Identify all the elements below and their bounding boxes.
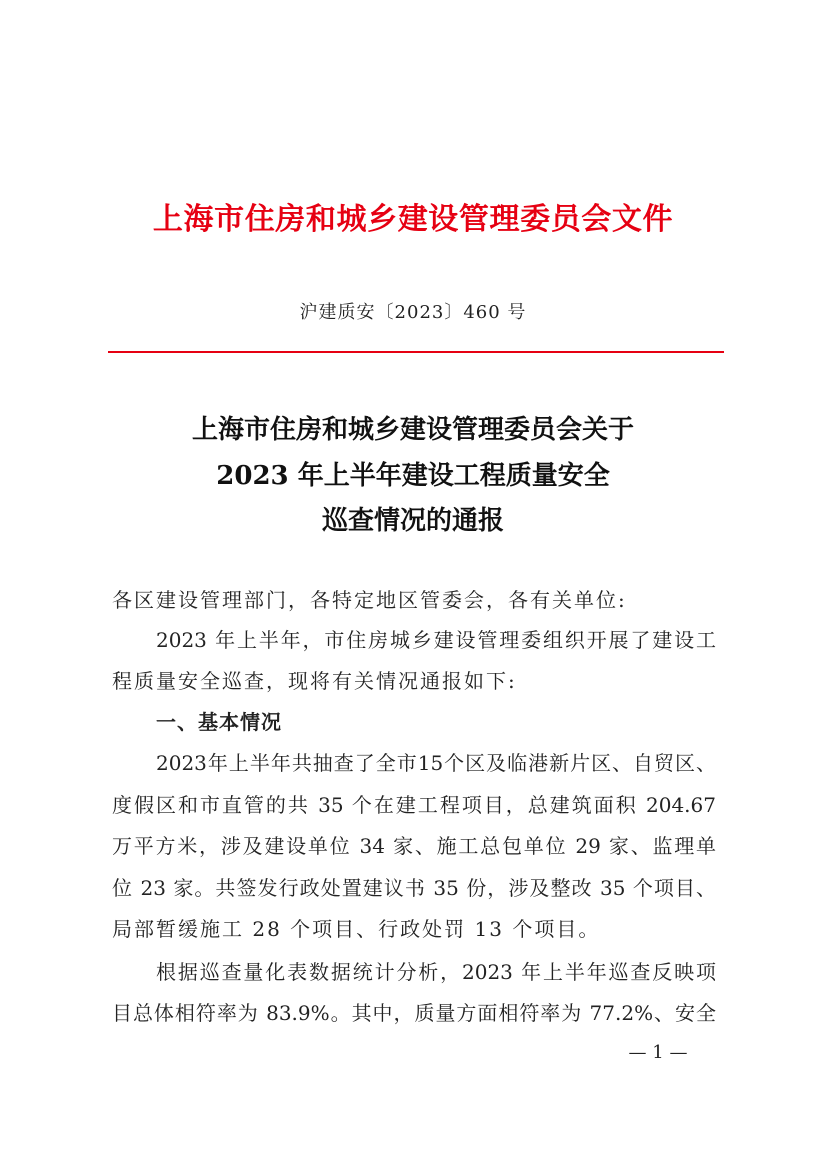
body-line: 目总体相符率为 83.9%。其中，质量方面相符率为 77.2%、安全 — [112, 1001, 716, 1025]
body-line: 局部暂缓施工 28 个项目、行政处罚 13 个项目。 — [112, 917, 601, 941]
notice-title-line: 2023 年上半年建设工程质量安全 — [216, 461, 610, 491]
document-number: 沪建质安〔2023〕460 号 — [299, 302, 527, 323]
body-line: 2023年上半年共抽查了全市15个区及临港新片区、自贸区、 — [156, 751, 716, 775]
page-number: — 1 — — [628, 1042, 688, 1063]
section-heading: 一、基本情况 — [156, 710, 282, 734]
notice-title-line: 巡查情况的通报 — [321, 506, 504, 536]
issuer-title: 上海市住房和城乡建设管理委员会文件 — [152, 202, 674, 237]
red-divider — [108, 351, 724, 353]
body-line: 2023 年上半年，市住房城乡建设管理委组织开展了建设工 — [156, 628, 716, 652]
notice-title-line: 上海市住房和城乡建设管理委员会关于 — [191, 415, 634, 445]
body-line: 位 23 家。共签发行政处置建议书 35 份，涉及整改 35 个项目、 — [112, 876, 716, 900]
body-line: 程质量安全巡查，现将有关情况通报如下: — [112, 669, 517, 693]
body-line: 根据巡查量化表数据统计分析，2023 年上半年巡查反映项 — [156, 960, 716, 984]
body-line: 万平方米，涉及建设单位 34 家、施工总包单位 29 家、监理单 — [112, 834, 716, 858]
body-line: 度假区和市直管的共 35 个在建工程项目，总建筑面积 204.67 — [112, 793, 716, 817]
salutation: 各区建设管理部门，各特定地区管委会，各有关单位: — [112, 588, 627, 612]
